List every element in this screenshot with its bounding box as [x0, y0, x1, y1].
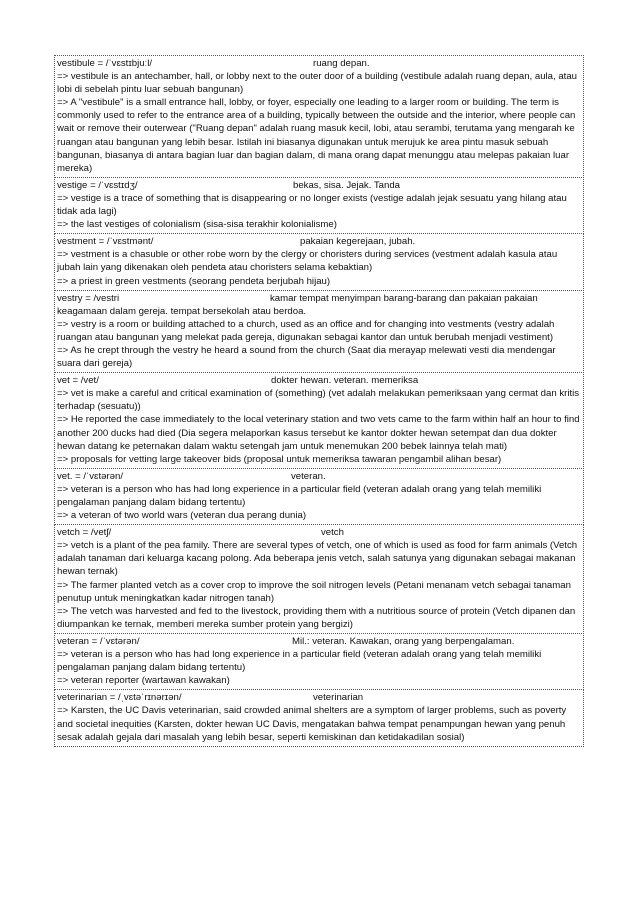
entry-head: [57, 292, 581, 318]
entry-line: => vestment is a chasuble or other robe worn by the clergy or choristers during services (vestment adalah kasula atau jubah lain yang dikenakan oleh pendeta atau choristers selama kebaktian): [57, 249, 558, 274]
entry-line: => veteran is a person who has had long experience in a particular field (veteran adalah orang yang telah memiliki pengalaman panjang dalam bidang tertentu): [57, 483, 542, 508]
entry-line: => The farmer planted vetch as a cover crop to improve the soil nitrogen levels (Petani menanam vetch sebagai tanaman penutup untuk meningkatkan kadar nitrogen tanah): [57, 579, 571, 604]
dictionary-page: [54, 56, 584, 747]
entry-head: [57, 57, 581, 70]
entry-term: vestment = /ˈvɛstmənt/: [57, 236, 154, 248]
entry-gloss: veteran.: [291, 470, 326, 482]
entry-head: [57, 235, 581, 248]
entry-term: vet = /vet/: [57, 375, 99, 387]
entry-head: [57, 374, 581, 387]
entry-gloss: pakaian kegerejaan, jubah.: [300, 236, 416, 248]
entry-term: vestige = /ˈvɛstɪdʒ/: [57, 179, 138, 191]
entry-term: vestibule = /ˈvɛstɪbjuːl/: [57, 58, 152, 69]
entry-veterinarian: [54, 689, 584, 746]
entry-line: => He reported the case immediately to the local veterinary station and two vets came to the farm within half an hour to find another 200 ducks had died (Dia segera melaporkan kasus tersebut ke kantor dokter hewan setempat dan dua dokter hewan datang ke peternakan dalam waktu setengah jam untuk menemukan 200 bebek lainnya telah mati): [57, 414, 580, 452]
entry-line: => the last vestiges of colonialism (sisa-sisa terakhir kolonialisme): [57, 219, 337, 231]
entry-head: [57, 470, 581, 483]
entry-gloss: Mil.: veteran. Kawakan, orang yang berpengalaman.: [292, 635, 515, 647]
entry-term: vet. = /ˈvɛtərən/: [57, 470, 123, 482]
entry-vetch: [54, 524, 584, 634]
entry-veteran: [54, 633, 584, 690]
entry-line: => veteran is a person who has had long experience in a particular field (veteran adalah orang yang telah memiliki pengalaman panjang dalam bidang tertentu): [57, 649, 542, 674]
entry-gloss: kamar tempat menyimpan barang-barang dan pakaian pakaian keagamaan dalam gereja. tempat bersekolah atau berdoa.: [57, 292, 538, 317]
entry-line: => a priest in green vestments (seorang pendeta berjubah hijau): [57, 275, 331, 287]
entry-line: => vestibule is an antechamber, hall, or lobby next to the outer door of a building (vestibule adalah ruang depan, aula, atau lobi di sebelah pintu luar sebuah bangunan): [57, 71, 578, 96]
entry-line: => The vetch was harvested and fed to the livestock, providing them with a nutritious source of protein (Vetch dipanen dan diumpankan ke ternak, memberi mereka sumber protein yang bergizi): [57, 605, 576, 630]
entry-head: [57, 635, 581, 648]
entry-line: => vestige is a trace of something that is disappearing or no longer exists (vestige adalah jejak sesuatu yang hilang atau tidak ada lagi): [57, 192, 567, 218]
entry-line: => vet is make a careful and critical examination of (something) (vet adalah melakukan pemeriksaan yang cermat dan kritis terhadap (sesuatu)): [57, 388, 580, 413]
entry-line: => proposals for vetting large takeover bids (proposal untuk memeriksa tawaran pengambil alihan besar): [57, 453, 502, 465]
entry-gloss: bekas, sisa. Jejak. Tanda: [293, 179, 401, 191]
entry-vestige: [54, 177, 584, 234]
entry-line: => veteran reporter (wartawan kawakan): [57, 675, 230, 687]
entry-line: => a veteran of two world wars (veteran dua perang dunia): [57, 510, 307, 522]
entry-vestibule: [54, 55, 584, 178]
entry-term: vestry = /vestri: [57, 292, 120, 304]
entry-vestry: [54, 290, 584, 374]
entry-line: => As he crept through the vestry he heard a sound from the church (Saat dia merayap melewati vesti dia mendengar suara dari gereja): [57, 344, 556, 370]
entry-head: [57, 179, 581, 192]
entry-vestment: [54, 233, 584, 290]
entry-line: => Karsten, the UC Davis veterinarian, said crowded animal shelters are a symptom of larger problems, such as poverty and societal inequities (Karsten, dokter hewan UC Davis, mengatakan bahwa tempat penampungan hewan yang penuh sesak adalah gejala dari masalah yang lebih besar, seperti kemiskinan dan ketidakadilan sosial): [57, 705, 567, 743]
entry-line: => vestry is a room or building attached to a church, used as an office and for changing into vestments (vestry adalah ruangan atau bangunan yang melekat pada gereja, digunakan sebagai kantor dan untuk berubah menjadi vestiment): [57, 318, 555, 343]
entry-term: veterinarian = /ˌvɛtəˈrɪnərɪən/: [57, 692, 182, 704]
entry-head: [57, 526, 581, 539]
entry-term: veteran = /ˈvɛtərən/: [57, 635, 140, 647]
entry-gloss: veterinarian: [313, 692, 364, 704]
entry-vet: [54, 372, 584, 469]
entry-gloss: dokter hewan. veteran. memeriksa: [271, 375, 419, 387]
entry-term: vetch = /vetʃ/: [57, 527, 112, 539]
entry-vet-abbrev: [54, 468, 584, 525]
entry-gloss: ruang depan.: [313, 58, 370, 69]
entry-gloss: vetch: [321, 527, 344, 539]
entry-head: [57, 691, 581, 704]
entry-line: => A "vestibule" is a small entrance hall, lobby, or foyer, especially one leading to a larger room or building. The term is commonly used to refer to the entrance area of a building, typically between the outside and the interior, where people can wait or remove their outerwear ("Ruang depan" adalah ruang masuk kecil, lobi, atau serambi, terutama yang mengarah ke ruangan atau bangunan yang lebih besar. Istilah ini biasanya digunakan untuk merujuk ke area pintu masuk sebuah bangunan, biasanya di antara bagian luar dan bagian dalam, di mana orang dapat menunggu atau melepas pakaian luar mereka): [57, 97, 576, 174]
entry-line: => vetch is a plant of the pea family. There are several types of vetch, one of which is used as food for farm animals (Vetch adalah tanaman dari keluarga kacang polong. Ada beberapa jenis vetch, salah satunya yang digunakan sebagai makanan hewan ternak): [57, 540, 578, 578]
